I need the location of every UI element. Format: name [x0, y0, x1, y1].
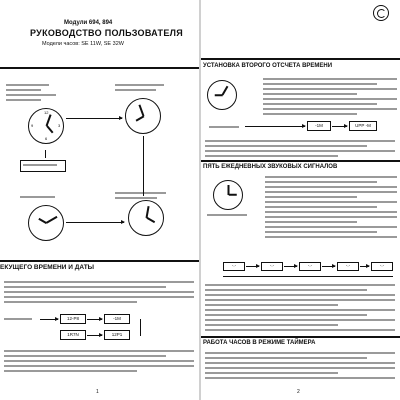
page-number: 1: [96, 389, 99, 395]
sequence-connector: [140, 319, 141, 336]
section-rule: [0, 67, 199, 69]
alarm-diagram-caption: [207, 214, 247, 219]
sequence-box: -1M: [307, 121, 331, 131]
mode-arrow: [66, 222, 124, 223]
instruction-paragraph: [205, 352, 395, 382]
section-title-time-date: ЕКУЩЕГО ВРЕМЕНИ И ДАТЫ: [0, 264, 95, 271]
alarm-box: -.-: [371, 262, 393, 271]
mode-connector: [45, 150, 46, 158]
page-number: 2: [297, 389, 300, 395]
alarm-box: -.-: [299, 262, 321, 271]
diagram-caption-text: [23, 164, 63, 169]
sequence-box: 1R7N: [60, 330, 86, 340]
sequence-arrow: [87, 319, 102, 320]
instruction-paragraph: [4, 281, 194, 306]
section-rule: [201, 58, 400, 60]
alarm-box: -.-: [337, 262, 359, 271]
watch-diagram-mode-3: [28, 205, 64, 241]
sequence-arrow: [284, 266, 297, 267]
sequence-return-line: [223, 276, 393, 277]
mode-connector: [143, 136, 144, 196]
section-rule: [201, 160, 400, 162]
watch-diagram-mode-2-caption: [115, 84, 173, 94]
section-rule: [0, 260, 199, 262]
instruction-paragraph: [205, 284, 395, 334]
sequence-arrow: [332, 126, 347, 127]
sequence-arrow: [245, 126, 305, 127]
manual-page-left: [0, 0, 199, 400]
watch-diagram-mode-3-caption: [20, 196, 70, 201]
section-rule: [201, 336, 400, 338]
watch-diagram-alarm: [213, 180, 243, 210]
alarm-box: -.-: [261, 262, 283, 271]
watch-diagram-second-time: [207, 80, 237, 110]
sequence-box: -1M: [104, 314, 130, 324]
alarm-box: -.-: [223, 262, 245, 271]
manual-page-right: [201, 0, 400, 400]
watch-diagram-main: 12 3 6 9: [28, 108, 64, 144]
watch-diagram-mode-2: [125, 98, 161, 134]
sequence-arrow: [87, 335, 102, 336]
manual-subtitle: Модели часов: SE 11W, SE 32W: [42, 41, 124, 47]
section-title-second-time: УСТАНОВКА ВТОРОГО ОТСЧЕТА ВРЕМЕНИ: [203, 63, 333, 69]
second-time-sequence-label: [209, 126, 239, 131]
brand-logo-icon: [373, 5, 389, 21]
instruction-paragraph: [263, 78, 397, 118]
mode-arrow: [66, 118, 122, 119]
watch-diagram-callouts: [6, 84, 56, 104]
sequence-label: [4, 318, 32, 323]
sequence-box: UPP -M: [349, 121, 377, 131]
sequence-arrow: [246, 266, 259, 267]
sequence-box: 12-P8: [60, 314, 86, 324]
section-title-daily-alarms: ПЯТЬ ЕЖЕДНЕВНЫХ ЗВУКОВЫХ СИГНАЛОВ: [203, 164, 338, 170]
instruction-paragraph: [4, 350, 194, 375]
manual-title: РУКОВОДСТВО ПОЛЬЗОВАТЕЛЯ: [30, 28, 184, 38]
model-line: Модули 694, 894: [64, 20, 113, 26]
sequence-box: 12P1: [104, 330, 130, 340]
sequence-arrow: [360, 266, 369, 267]
sequence-arrow: [322, 266, 335, 267]
watch-diagram-mode-4-caption: [115, 192, 175, 202]
watch-diagram-mode-4: [128, 200, 164, 236]
section-title-timer: РАБОТА ЧАСОВ В РЕЖИМЕ ТАЙМЕРА: [203, 340, 316, 346]
instruction-paragraph: [205, 140, 395, 160]
instruction-paragraph: [265, 176, 397, 241]
sequence-arrow: [40, 319, 58, 320]
